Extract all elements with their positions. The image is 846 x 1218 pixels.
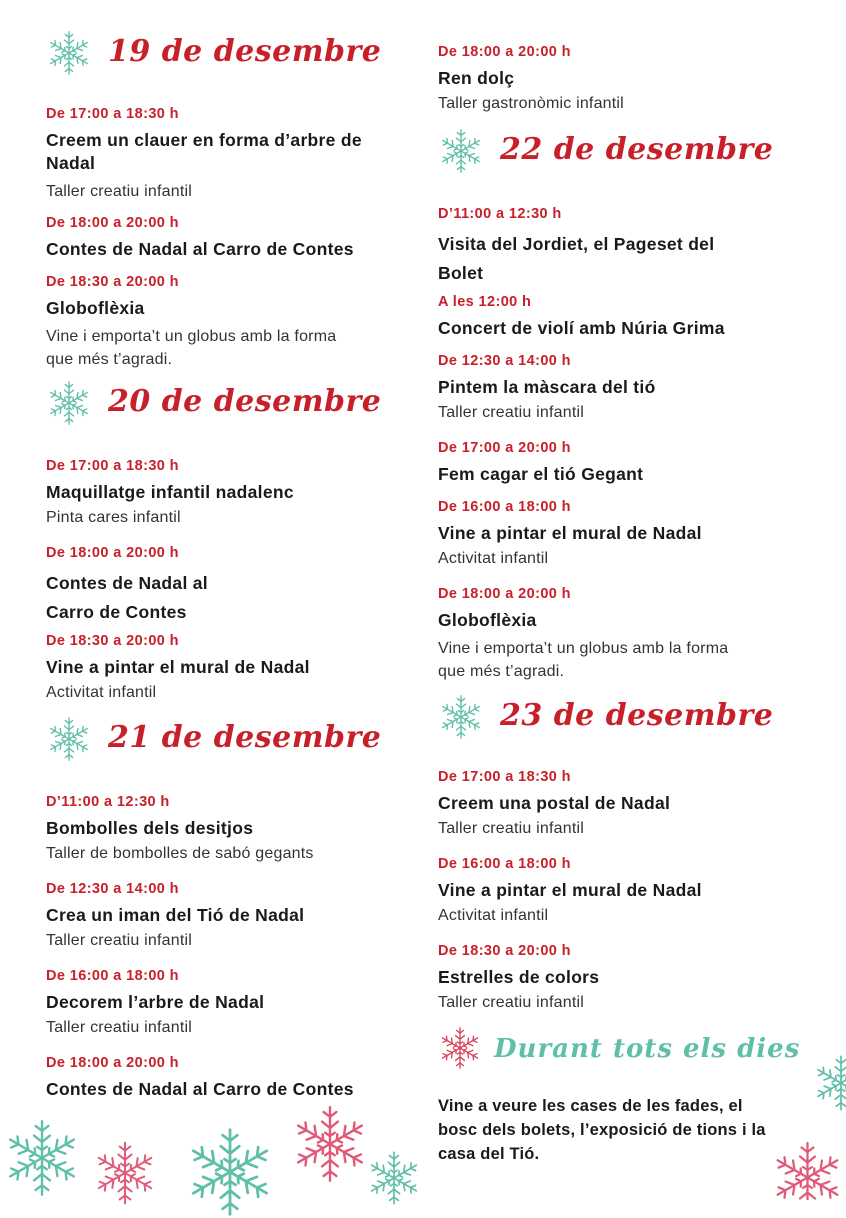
snowflake-icon xyxy=(366,1150,422,1206)
event-title: Contes de Nadal al Carro de Contes xyxy=(46,573,208,622)
day-title-22: 22 de desembre xyxy=(500,132,774,167)
event-title: Vine a pintar el mural de Nadal xyxy=(438,880,702,900)
event-20-1 xyxy=(46,458,416,527)
event-title: Vine a pintar el mural de Nadal xyxy=(438,523,702,543)
day-title-21: 21 de desembre xyxy=(108,720,382,755)
event-title: Ren dolç xyxy=(438,68,515,88)
event-time: De 18:30 a 20:00 h xyxy=(46,274,179,290)
event-time: De 16:00 a 18:00 h xyxy=(438,499,571,515)
event-22-4 xyxy=(438,440,808,485)
snowflake-icon xyxy=(770,1140,846,1200)
event-23-2 xyxy=(438,856,808,925)
event-time: A les 12:00 h xyxy=(438,294,532,310)
event-22-3 xyxy=(438,353,808,422)
event-title: Vine a pintar el mural de Nadal xyxy=(46,657,310,677)
event-desc: Taller creatiu infantil xyxy=(46,1019,192,1036)
snowflake-icon xyxy=(438,694,484,740)
event-desc: Activitat infantil xyxy=(438,907,549,924)
event-title: Concert de violí amb Núria Grima xyxy=(438,318,725,338)
event-21-5 xyxy=(438,44,808,113)
event-time: De 17:00 a 18:30 h xyxy=(438,769,571,785)
event-time: De 16:00 a 18:00 h xyxy=(46,968,179,984)
event-time: De 18:00 a 20:00 h xyxy=(46,1055,179,1071)
event-time: De 18:00 a 20:00 h xyxy=(438,44,571,60)
event-21-3 xyxy=(46,968,416,1037)
durant-title: Durant tots els dies xyxy=(494,1034,801,1064)
event-title: Bombolles dels desitjos xyxy=(46,818,254,838)
event-desc: Activitat infantil xyxy=(46,684,157,701)
snowflake-icon xyxy=(438,1026,482,1070)
event-title: Globoflèxia xyxy=(438,610,537,630)
event-title: Globoflèxia xyxy=(46,298,145,318)
event-title: Contes de Nadal al Carro de Contes xyxy=(46,239,354,259)
day-title-19: 19 de desembre xyxy=(108,34,382,69)
event-title: Creem una postal de Nadal xyxy=(438,793,671,813)
durant-block xyxy=(438,1094,783,1166)
durant-text: Vine a veure les cases de les fades, el bosc dels bolets, l’exposició de tions i la casa del Tió. xyxy=(438,1097,766,1163)
event-time: De 17:00 a 18:30 h xyxy=(46,106,179,122)
event-time: De 18:30 a 20:00 h xyxy=(46,633,179,649)
event-title: Decorem l’arbre de Nadal xyxy=(46,992,265,1012)
snowflake-icon xyxy=(2,1118,82,1198)
event-title: Crea un iman del Tió de Nadal xyxy=(46,905,305,925)
event-title: Contes de Nadal al Carro de Contes xyxy=(46,1079,354,1099)
event-time: De 18:00 a 20:00 h xyxy=(46,215,179,231)
event-desc: Vine i emporta’t un globus amb la forma que més t’agradi. xyxy=(46,328,337,368)
event-desc: Taller creatiu infantil xyxy=(438,404,584,421)
event-20-3 xyxy=(46,633,416,702)
snowflake-icon xyxy=(184,1126,276,1218)
durant-header xyxy=(438,1026,818,1086)
event-21-4 xyxy=(46,1055,416,1100)
event-19-2 xyxy=(46,215,416,260)
event-22-6 xyxy=(438,586,758,683)
day-title-23: 23 de desembre xyxy=(500,698,774,733)
event-time: De 16:00 a 18:00 h xyxy=(438,856,571,872)
event-time: D’11:00 a 12:30 h xyxy=(46,794,170,810)
snowflake-icon xyxy=(46,380,92,426)
event-desc: Taller creatiu infantil xyxy=(46,183,192,200)
snowflake-icon xyxy=(812,1054,846,1112)
event-title: Pintem la màscara del tió xyxy=(438,377,656,397)
event-title: Estrelles de colors xyxy=(438,967,600,987)
event-time: De 18:30 a 20:00 h xyxy=(438,943,571,959)
event-time: De 12:30 a 14:00 h xyxy=(438,353,571,369)
event-time: D’11:00 a 12:30 h xyxy=(438,206,562,222)
event-title: Maquillatge infantil nadalenc xyxy=(46,482,294,502)
event-21-2 xyxy=(46,881,416,950)
event-20-2 xyxy=(46,545,261,627)
event-23-3 xyxy=(438,943,808,1012)
event-desc: Taller de bombolles de sabó gegants xyxy=(46,845,314,862)
event-title: Fem cagar el tió Gegant xyxy=(438,464,644,484)
event-desc: Taller creatiu infantil xyxy=(438,994,584,1011)
event-title: Creem un clauer en forma d’arbre de Nadal xyxy=(46,130,362,173)
event-23-1 xyxy=(438,769,808,838)
event-desc: Taller creatiu infantil xyxy=(46,932,192,949)
event-desc: Pinta cares infantil xyxy=(46,509,181,526)
snowflake-icon xyxy=(290,1104,370,1184)
event-time: De 12:30 a 14:00 h xyxy=(46,881,179,897)
event-desc: Activitat infantil xyxy=(438,550,549,567)
event-21-1 xyxy=(46,794,416,863)
snowflake-icon xyxy=(92,1140,158,1206)
snowflake-icon xyxy=(46,716,92,762)
event-time: De 17:00 a 20:00 h xyxy=(438,440,571,456)
event-time: De 18:00 a 20:00 h xyxy=(438,586,571,602)
event-22-5 xyxy=(438,499,808,568)
event-19-1 xyxy=(46,106,416,201)
snowflake-icon xyxy=(438,128,484,174)
snowflake-icon xyxy=(46,30,92,76)
event-22-1 xyxy=(438,206,728,288)
event-desc: Vine i emporta’t un globus amb la forma que més t’agradi. xyxy=(438,640,729,680)
event-desc: Taller gastronòmic infantil xyxy=(438,95,624,112)
event-19-3 xyxy=(46,274,366,371)
day-title-20: 20 de desembre xyxy=(108,384,382,419)
event-22-2 xyxy=(438,294,818,339)
event-title: Visita del Jordiet, el Pageset del Bolet xyxy=(438,234,715,283)
event-time: De 18:00 a 20:00 h xyxy=(46,545,179,561)
event-time: De 17:00 a 18:30 h xyxy=(46,458,179,474)
event-desc: Taller creatiu infantil xyxy=(438,820,584,837)
